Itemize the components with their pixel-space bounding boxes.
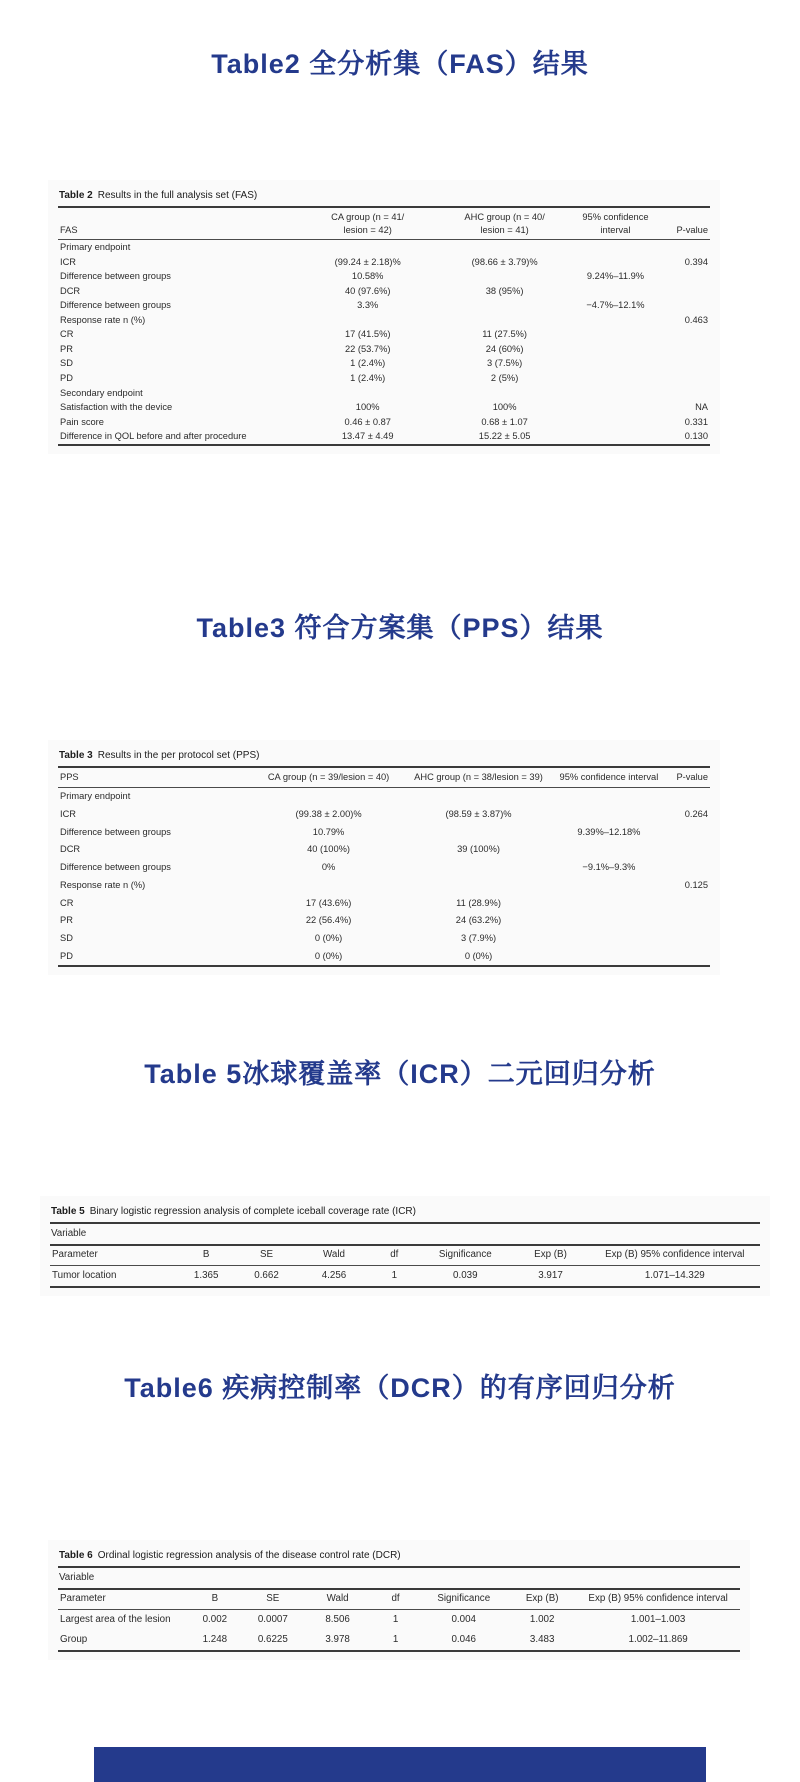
table-cell: CR: [60, 329, 74, 340]
table-cell: [554, 947, 665, 966]
table-cell: PD: [60, 950, 73, 961]
table-cell: [567, 255, 665, 270]
table-cell: [254, 876, 404, 894]
table-row: [58, 371, 710, 386]
table-cell: [664, 284, 710, 299]
table-row: [58, 298, 710, 313]
table-cell: [567, 400, 665, 415]
table-cell: [664, 929, 710, 947]
table-row: [58, 858, 710, 876]
table-cell: 15.22 ± 5.05: [478, 431, 531, 442]
column-header: 95% confidence interval: [554, 767, 665, 787]
table-cell: [293, 386, 443, 401]
table-row: [58, 386, 710, 401]
table-cell: Response rate n (%): [60, 314, 146, 325]
table-row: [58, 429, 710, 445]
table-cell: 1.071–14.329: [644, 1269, 705, 1281]
table-row: [58, 823, 710, 841]
table-cell: 1: [392, 1613, 399, 1625]
table-cell: 1.365: [193, 1269, 219, 1281]
column-header: FAS: [58, 207, 293, 240]
table-cell: 0.002: [202, 1613, 228, 1625]
table-row: [58, 876, 710, 894]
table-cell: 40 (100%): [307, 844, 351, 855]
table-cell: 2 (5%): [490, 373, 519, 384]
table-cell: [664, 386, 710, 401]
table-cell: Difference between groups: [60, 271, 171, 282]
table-row: [58, 240, 710, 255]
page-title-dcr: Table6 疾病控制率（DCR）的有序回归分析: [124, 1373, 676, 1403]
table-cell: [664, 327, 710, 342]
table-cell: 1: [392, 1633, 399, 1645]
column-header: Significance: [419, 1589, 508, 1610]
paper-table-6-block: [48, 1540, 750, 1660]
table-cell: 0.6225: [257, 1633, 288, 1645]
table-cell: Tumor location: [52, 1269, 117, 1281]
table-row: [58, 327, 710, 342]
table-cell: CR: [60, 897, 74, 908]
column-header: Exp (B): [511, 1245, 589, 1266]
table-cell: 0.68 ± 1.07: [481, 416, 528, 427]
column-header: CA group (n = 41/ lesion = 42): [293, 207, 443, 240]
table-cell: Difference in QOL before and after procedure: [60, 431, 247, 442]
column-header: AHC group (n = 40/ lesion = 41): [443, 207, 567, 240]
paper-table-5-block: [40, 1196, 770, 1296]
table-cell: [443, 386, 567, 401]
column-header: Parameter: [50, 1245, 178, 1266]
table-row: [50, 1266, 760, 1287]
table-cell: 4.256: [321, 1269, 347, 1281]
table-caption: [59, 750, 710, 761]
table-cell: 3.3%: [357, 300, 379, 311]
table-cell: 0.264: [684, 808, 708, 819]
table-cell: [664, 823, 710, 841]
table-cell: 0 (0%): [464, 950, 493, 961]
table-row: [58, 284, 710, 299]
table-cell: [404, 858, 554, 876]
table-cell: [567, 429, 665, 445]
table-cell: [567, 240, 665, 255]
page-title-pps: Table3 符合方案集（PPS）结果: [196, 613, 604, 643]
header-row: [58, 207, 710, 240]
variable-band: Variable: [58, 1567, 740, 1589]
table-row: [58, 929, 710, 947]
table-caption-text: Results in the per protocol set (PPS): [97, 750, 260, 761]
table-cell: [664, 342, 710, 357]
table-cell: Group: [60, 1633, 88, 1645]
table-cell: DCR: [60, 844, 81, 855]
table-cell: 0.394: [684, 256, 708, 267]
table-cell: SD: [60, 933, 73, 944]
table-cell: Satisfaction with the device: [60, 402, 173, 413]
table-cell: PR: [60, 343, 73, 354]
table-cell: 3 (7.5%): [487, 358, 523, 369]
table-row: [58, 342, 710, 357]
page-title-icr: Table 5冰球覆盖率（ICR）二元回归分析: [144, 1059, 656, 1089]
variable-band: Variable: [50, 1223, 760, 1245]
table-cell: [664, 894, 710, 912]
table-row: [58, 356, 710, 371]
table-caption-text: Results in the full analysis set (FAS): [97, 190, 258, 201]
table-cell: 1.002: [529, 1613, 555, 1625]
table-cell: 22 (53.7%): [344, 343, 391, 354]
table-row: [58, 255, 710, 270]
table-cell: 11 (27.5%): [482, 329, 527, 340]
table-cell: −4.7%–12.1%: [586, 300, 645, 311]
column-header: B: [178, 1245, 235, 1266]
table-row: [58, 1630, 740, 1651]
table-cell: 1.002–11.869: [628, 1633, 688, 1645]
table-cell: 3.978: [325, 1633, 350, 1645]
column-header: Significance: [419, 1245, 511, 1266]
table-cell: [254, 787, 404, 805]
table-cell: 0%: [321, 862, 336, 873]
table-cell: 10.79%: [312, 826, 345, 837]
table-cell: 1 (2.4%): [350, 358, 386, 369]
column-header: AHC group (n = 38/lesion = 39): [404, 767, 554, 787]
table-cell: PD: [60, 373, 73, 384]
table-cell: PR: [60, 915, 73, 926]
table-cell: [554, 805, 665, 823]
table-cell: [567, 284, 665, 299]
table-cell: NA: [695, 402, 708, 413]
header-row: [50, 1245, 760, 1266]
table-cell: [567, 342, 665, 357]
table-row: [58, 841, 710, 859]
table-cell: Primary endpoint: [60, 242, 131, 253]
table-cell: 3.917: [538, 1269, 563, 1281]
table-row: [58, 400, 710, 415]
table-cell: 3.483: [529, 1633, 555, 1645]
table-cell: ICR: [60, 808, 77, 819]
table-cell: [567, 327, 665, 342]
column-header: PPS: [58, 767, 254, 787]
table-cell: [554, 841, 665, 859]
table-caption: [59, 190, 710, 201]
table-cell: −9.1%–9.3%: [582, 862, 636, 873]
table-cell: Difference between groups: [60, 826, 171, 837]
table-cell: 0.463: [684, 314, 708, 325]
table-cell: [554, 876, 665, 894]
paper-table-3-block: [48, 740, 720, 975]
paper-table-2-block: [48, 180, 720, 454]
table-cell: Difference between groups: [60, 862, 171, 873]
table-cell: 0.004: [451, 1613, 477, 1625]
table-row: [58, 805, 710, 823]
table-row: [58, 947, 710, 966]
column-header: Exp (B) 95% confidence interval: [590, 1245, 760, 1266]
table-row: [58, 313, 710, 328]
table-cell: 0.662: [254, 1269, 279, 1281]
table-cell: [664, 298, 710, 313]
table-cell: 0.46 ± 0.87: [344, 416, 391, 427]
table-cell: Difference between groups: [60, 300, 171, 311]
table-cell: [443, 313, 567, 328]
table-cell: (98.66 ± 3.79)%: [471, 256, 538, 267]
table-cell: (98.59 ± 3.87)%: [445, 808, 512, 819]
column-header: CA group (n = 39/lesion = 40): [254, 767, 404, 787]
table-cell: [554, 787, 665, 805]
table-caption: [59, 1550, 740, 1561]
table-cell: DCR: [60, 285, 81, 296]
table-cell: [554, 929, 665, 947]
table-dcr-regression: [58, 1566, 740, 1652]
table-cell: 0.046: [451, 1633, 477, 1645]
table-cell: [664, 240, 710, 255]
table-cell: [293, 313, 443, 328]
table-cell: 3 (7.9%): [460, 933, 497, 944]
table-cell: (99.24 ± 2.18)%: [334, 256, 401, 267]
table-cell: 0.125: [684, 879, 708, 890]
column-header: df: [372, 1589, 420, 1610]
table-cell: [664, 371, 710, 386]
table-cell: 9.39%–12.18%: [577, 826, 641, 837]
table-fas: [58, 206, 710, 446]
column-header: SE: [235, 1245, 299, 1266]
table-cell: [567, 371, 665, 386]
table-row: [58, 1610, 740, 1630]
table-cell: [293, 240, 443, 255]
table-row: [58, 269, 710, 284]
column-header: Exp (B) 95% confidence interval: [576, 1589, 740, 1610]
table-cell: 0.0007: [257, 1613, 288, 1625]
table-row: [58, 415, 710, 430]
column-header: B: [188, 1589, 243, 1610]
footer-banner-bar: [94, 1747, 706, 1782]
table-cell: 0.039: [453, 1269, 478, 1281]
column-header: Parameter: [58, 1589, 188, 1610]
table-cell: 24 (60%): [485, 343, 524, 354]
table-cell: Largest area of the lesion: [60, 1613, 171, 1625]
table-cell: 1.248: [202, 1633, 228, 1645]
table-caption-label: Table 2: [59, 190, 93, 201]
table-cell: 100%: [355, 402, 380, 413]
table-caption: [51, 1206, 760, 1217]
table-cell: [567, 356, 665, 371]
table-caption-label: Table 5: [51, 1206, 85, 1217]
column-header: SE: [242, 1589, 303, 1610]
header-row: [58, 1589, 740, 1610]
table-cell: 13.47 ± 4.49: [341, 431, 394, 442]
table-cell: 0 (0%): [314, 933, 343, 944]
table-cell: 39 (100%): [457, 844, 500, 855]
table-caption-text: Ordinal logistic regression analysis of the disease control rate (DCR): [97, 1550, 401, 1561]
table-cell: [404, 823, 554, 841]
table-cell: [664, 356, 710, 371]
column-header: P-value: [664, 207, 710, 240]
table-cell: 10.58%: [351, 271, 384, 282]
table-caption-label: Table 3: [59, 750, 93, 761]
table-cell: [664, 947, 710, 966]
table-row: [58, 894, 710, 912]
table-cell: [664, 912, 710, 930]
column-header: Wald: [304, 1589, 372, 1610]
table-cell: 100%: [492, 402, 517, 413]
column-header: Wald: [298, 1245, 369, 1266]
table-cell: [443, 298, 567, 313]
table-cell: 22 (56.4%): [305, 915, 352, 926]
table-cell: [567, 415, 665, 430]
table-cell: [664, 841, 710, 859]
table-cell: Secondary endpoint: [60, 387, 143, 398]
table-cell: (99.38 ± 2.00)%: [295, 808, 362, 819]
table-cell: 17 (43.6%): [305, 897, 352, 908]
column-header: 95% confidence interval: [567, 207, 665, 240]
table-cell: Primary endpoint: [60, 791, 131, 802]
table-cell: 17 (41.5%): [344, 329, 391, 340]
table-icr-regression: [50, 1222, 760, 1288]
column-header: Exp (B): [508, 1589, 576, 1610]
header-row: [58, 767, 710, 787]
table-cell: [567, 386, 665, 401]
table-cell: 1 (2.4%): [350, 373, 386, 384]
table-caption-label: Table 6: [59, 1550, 93, 1561]
table-cell: [554, 894, 665, 912]
table-cell: SD: [60, 358, 73, 369]
table-cell: 24 (63.2%): [455, 915, 502, 926]
table-cell: ICR: [60, 256, 77, 267]
table-cell: [443, 269, 567, 284]
table-cell: [664, 858, 710, 876]
table-cell: [404, 876, 554, 894]
table-cell: 38 (95%): [485, 285, 524, 296]
table-cell: 8.506: [325, 1613, 350, 1625]
table-pps: [58, 766, 710, 967]
table-cell: Response rate n (%): [60, 879, 146, 890]
table-cell: 1: [391, 1269, 398, 1281]
table-cell: 0 (0%): [314, 950, 343, 961]
table-cell: 1.001–1.003: [630, 1613, 686, 1625]
column-header: df: [369, 1245, 419, 1266]
table-cell: 11 (28.9%): [456, 897, 501, 908]
table-cell: 9.24%–11.9%: [586, 271, 645, 282]
table-cell: [664, 269, 710, 284]
table-cell: [554, 912, 665, 930]
table-cell: [567, 313, 665, 328]
table-caption-text: Binary logistic regression analysis of complete iceball coverage rate (ICR): [89, 1206, 416, 1217]
table-cell: [404, 787, 554, 805]
table-cell: [443, 240, 567, 255]
table-cell: 0.130: [684, 431, 708, 442]
page-title-fas: Table2 全分析集（FAS）结果: [211, 49, 589, 79]
table-cell: 40 (97.6%): [344, 285, 391, 296]
table-cell: Pain score: [60, 416, 104, 427]
column-header: P-value: [664, 767, 710, 787]
table-row: [58, 912, 710, 930]
table-cell: [664, 787, 710, 805]
table-cell: 0.331: [684, 416, 708, 427]
table-row: [58, 787, 710, 805]
